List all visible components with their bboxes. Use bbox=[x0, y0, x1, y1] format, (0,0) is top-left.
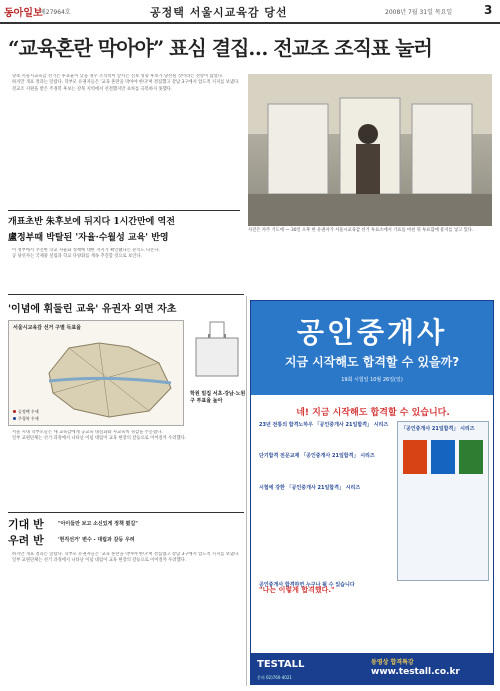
divider bbox=[8, 294, 244, 295]
story3-paragraph: 서울 시내 학부모들은 새 교육감에게 공교육 내실화와 사교육비 경감을 주문했다. bbox=[12, 430, 163, 435]
ad-section-1: 23년 전통의 합격노하우 「공인중개사 21일합격」 시리즈 bbox=[259, 422, 389, 428]
story3-body bbox=[8, 430, 244, 510]
story2-paragraph: 공 당선자는 국제중 설립과 학교 다양화를 계속 추진할 것으로 보인다. bbox=[12, 254, 142, 260]
subhead-4a-side: "아이들만 보고 소신있게 정책 폈길" bbox=[58, 521, 138, 527]
story2-paragraph: 이 정부에서 추진한 학교 자율화 정책에 대한 지지가 확인됐다는 분석도 나온다. bbox=[12, 248, 160, 253]
ad-book-list bbox=[397, 421, 489, 581]
masthead bbox=[0, 0, 500, 24]
issue-number: 제27964호 bbox=[40, 9, 71, 16]
page-number: 3 bbox=[484, 3, 493, 17]
publication-date: 2008년 7월 31일 목요일 bbox=[385, 9, 453, 16]
column-divider bbox=[246, 296, 247, 686]
book-covers-illustration bbox=[401, 436, 485, 496]
ad-section-2: 단기합격 전문교재 「공인중개사 21일합격」 시리즈 bbox=[259, 453, 375, 460]
ad-promo-sub: "나는 이렇게 합격했다." bbox=[259, 586, 335, 595]
voting-photo bbox=[248, 74, 492, 226]
ad-phone: 문의 02)760-4021 bbox=[257, 675, 292, 680]
section-title: 공정택 서울시교육감 당선 bbox=[150, 6, 288, 19]
divider bbox=[8, 512, 244, 513]
ad-section-3: 시험에 강한 「공인중개사 21일합격」 시리즈 bbox=[259, 484, 361, 491]
legend-b bbox=[13, 416, 39, 422]
subhead-3: 학원 밀집 서초·강남·노원구 투표율 높아 bbox=[190, 391, 246, 404]
ad-publisher: 동영상 합격특강 bbox=[371, 659, 414, 666]
map-title: 서울시교육감 선거 구별 득표율 bbox=[13, 325, 82, 331]
district-map bbox=[8, 320, 184, 426]
photo-caption: 사진은 자주 기도에 — 30일 오후 한 유권자가 서울시교육감 선거 투표소에서 기표를 마친 뒤 투표함에 용지를 넣고 있다. bbox=[248, 228, 474, 233]
ad-brand-logo: TESTALL bbox=[257, 659, 305, 670]
newspaper-logo: 동아일보 bbox=[4, 8, 43, 19]
story1-paragraph: 하지만 개표 결과는 달랐다. 학부모 유권자들은 '교육 혼란을 막아야 한다'며 결집했고 강남 3구에서 압도적 지지를 보냈다. bbox=[12, 80, 240, 86]
seoul-map-shape bbox=[39, 333, 179, 423]
ad-promo-title: 공인중개사 합격하면 누구나 될 수 있습니다 bbox=[259, 582, 355, 588]
story4-body bbox=[8, 552, 244, 684]
story1-paragraph: 당초 서울시교육감 선거는 투표율이 낮을 경우 조직력이 앞서는 진보 성향 후보가 당선될 것이라는 전망이 많았다. bbox=[12, 74, 224, 79]
subhead-1: 개표초반 朱후보에 뒤지다 1시간만에 역전 bbox=[8, 217, 175, 227]
ad-website-link[interactable]: www.testall.co.kr bbox=[371, 667, 460, 677]
advertisement[interactable] bbox=[250, 300, 494, 685]
story3-paragraph: 일부 교원단체는 선거 과정에서 나타난 이념 대립이 교육 현장의 갈등으로 이어질까 우려했다. bbox=[12, 436, 187, 442]
subhead-1b: 盧정부때 박탈된 '자율·수월성 교육' 반영 bbox=[8, 233, 169, 243]
story4-paragraph: 일부 교원단체는 선거 과정에서 나타난 이념 대립이 교육 현장의 갈등으로 이어질까 우려했다. bbox=[12, 558, 187, 564]
ballot-box-illustration bbox=[190, 320, 244, 380]
legend-b-label: 주경복 우세 bbox=[18, 416, 39, 421]
ad-exam-date: 19회 시험일 10월 26일(일) bbox=[341, 377, 403, 383]
subhead-2: '이념에 휘둘린 교육' 유권자 외면 자초 bbox=[8, 304, 177, 315]
ad-footer[interactable] bbox=[251, 653, 493, 685]
story4-paragraph: 하지만 개표 결과는 달랐다. 학부모 유권자들은 '교육 혼란을 막아야 한다'며 결집했고 강남 3구에서 압도적 지지를 보냈다. bbox=[12, 552, 240, 557]
main-headline: “교육혼란 막아야” 표심 결집… 전교조 조직표 눌러 bbox=[8, 36, 432, 60]
story1-paragraph: 전교조 지원을 받은 주경복 후보는 강북 지역에서 선전했지만 표차를 극복하지 못했다. bbox=[12, 86, 173, 92]
ad-subtitle: 지금 시작해도 합격할 수 있을까? bbox=[284, 355, 460, 369]
subhead-4b-side: '현직선거' 변수 - 대립과 갈등 우려 bbox=[58, 537, 135, 543]
divider bbox=[8, 210, 240, 211]
ad-right-title: 「공인중개사 21일합격」 시리즈 bbox=[401, 426, 475, 432]
ad-promo bbox=[259, 583, 391, 643]
subhead-4a: 기대 반 bbox=[8, 518, 44, 531]
legend-a-label: 공정택 우세 bbox=[18, 409, 39, 414]
ad-title: 공인중개사 bbox=[296, 316, 448, 349]
ad-header bbox=[251, 301, 493, 395]
ad-banner: 네! 지금 시작해도 합격할 수 있습니다. bbox=[296, 408, 450, 418]
ad-body bbox=[259, 423, 391, 491]
story2-body bbox=[8, 248, 492, 292]
legend-a bbox=[13, 409, 39, 415]
subhead-4b: 우려 반 bbox=[8, 534, 44, 547]
story1-body bbox=[8, 74, 240, 204]
voting-booth-illustration bbox=[248, 74, 492, 226]
